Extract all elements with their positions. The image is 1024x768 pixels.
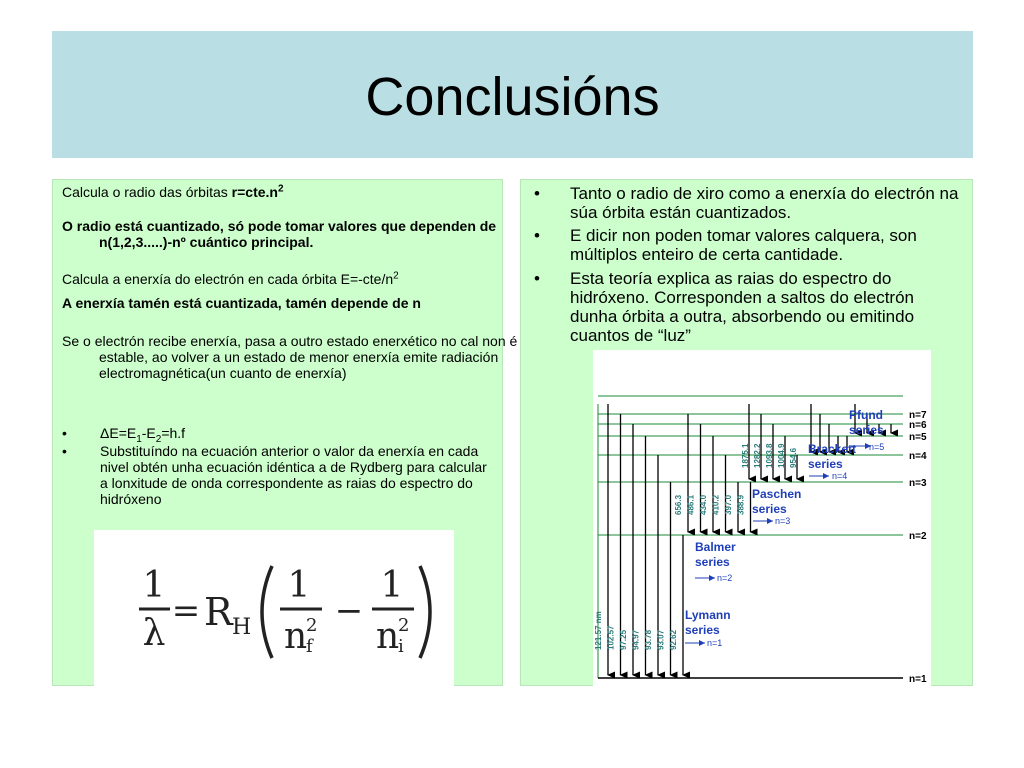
energy-exponent: 2 [393, 270, 399, 282]
lyman-label-1: Lymann [685, 608, 731, 622]
rydberg-paragraph: Substituíndo na ecuación anterior o valor da enerxía en cada nivel obtén unha ecuación idéntica a de Rydberg para calcular a lonxitude de onda correspondente as raias do espectro do hidróxeno [100, 443, 487, 507]
energy-level-svg [593, 350, 931, 686]
energy-level-label-2: n=2 [909, 531, 927, 542]
pfund-label-1: Pfund [849, 408, 883, 422]
term2-n: n [376, 616, 400, 657]
eq-part-b: -E [141, 425, 156, 441]
energy-level-label-7: n=7 [909, 410, 927, 421]
brackett-label-2: series [808, 457, 843, 471]
brackett-wavelength-label-3: 1093.8 [765, 443, 774, 468]
brackett-label-1: Brackett [808, 442, 857, 456]
energy-text: Calcula a enerxía do electrón en cada órbita E=-cte/n [62, 271, 394, 287]
energy-level-label-3: n=3 [909, 478, 927, 489]
left-parenthesis [262, 566, 272, 658]
energy-quantized-paragraph: A enerxía tamén está cuantizada, tamén depende de n [62, 295, 421, 311]
balmer-wavelength-label-1: 656.3 [674, 494, 683, 515]
balmer-wavelength-label-2: 486.1 [686, 494, 696, 515]
balmer-wavelength-label-4: 410.2 [711, 494, 721, 515]
rydberg-h-subscript: H [232, 615, 252, 640]
lyman-wavelength-label-6: 93.07 [656, 629, 666, 650]
balmer-label-1: Balmer [695, 540, 736, 554]
balmer-wavelength-label-6: 388.9 [736, 494, 746, 515]
minus-sign: − [334, 591, 364, 631]
term1-numerator: 1 [287, 565, 311, 606]
energy-level-label-5: n=5 [909, 432, 927, 443]
brackett-wavelength-label-4: 1004.9 [777, 443, 786, 468]
lyman-wavelength-label-2: 102.57 [606, 625, 616, 650]
bullet-1-marker: • [62, 425, 67, 441]
pfund-arrow-label: n=5 [869, 442, 885, 452]
term2-exponent: 2 [398, 615, 410, 636]
title-band [52, 31, 973, 158]
rydberg-r: R [204, 590, 233, 634]
right-parenthesis [420, 566, 430, 658]
eq-part-a: ΔE=E [100, 425, 137, 441]
delta-e-equation [100, 425, 495, 445]
energy-paragraph [62, 271, 494, 287]
bullet-2-marker: • [62, 443, 67, 459]
lyman-wavelength-label-5: 93.78 [644, 629, 653, 650]
right-bullet-1: Tanto o radio de xiro como a enerxía do electrón na súa órbita están cuantizados. [570, 184, 959, 222]
emission-paragraph: Se o electrón recibe enerxía, pasa a outro estado enerxético no cal non é estable, ao volver a un estado de menor enerxía emite radiación electromagnética(un cuanto de enerxía) [62, 333, 518, 381]
pfund-label-2: series [849, 423, 884, 437]
balmer-arrow-label: n=2 [717, 573, 733, 583]
brackett-wavelength-label-2: 1282.2 [753, 443, 762, 468]
rydberg-formula-image [94, 530, 454, 686]
right-bullet-3: Esta teoría explica as raias do espectro do hidróxeno. Corresponden a saltos do electrón dunha órbita a outra, absorbendo ou emitindo cuantos de “luz” [570, 269, 915, 345]
brackett-wavelength-label-5: 954.6 [789, 447, 798, 468]
slide-title: Conclusións [365, 67, 660, 127]
brackett-arrow-label: n=4 [832, 471, 848, 481]
rydberg-formula-svg [94, 530, 454, 686]
term1-exponent: 2 [306, 615, 318, 636]
balmer-wavelength-label-3: 434.0 [699, 494, 708, 515]
lhs-numerator: 1 [142, 565, 166, 606]
lyman-wavelength-label-1: 121.57 nm [594, 611, 603, 650]
hydrogen-spectrum-diagram [593, 350, 931, 686]
radius-formula: r=cte.n [231, 184, 278, 200]
radius-text: Calcula o radio das órbitas [62, 184, 232, 200]
paschen-label-1: Paschen [752, 487, 802, 501]
equals-sign: = [171, 591, 201, 631]
lyman-wavelength-label-7: 92.62 [669, 629, 678, 650]
balmer-wavelength-label-5: 397.0 [724, 494, 733, 515]
lyman-arrow-label: n=1 [707, 638, 723, 648]
right-bullet-3-marker: • [534, 269, 540, 288]
term2-numerator: 1 [380, 565, 404, 606]
term1-f-subscript: f [306, 636, 313, 657]
paschen-label-2: series [752, 502, 787, 516]
eq-part-c: =h.f [161, 425, 186, 441]
lyman-wavelength-label-3: 97.25 [619, 629, 628, 650]
lyman-wavelength-label-4: 94.97 [631, 629, 641, 650]
paschen-arrow-label: n=3 [775, 516, 791, 526]
brackett-wavelength-label-1: 1875.1 [741, 443, 750, 468]
eq-sub-1: 1 [136, 433, 142, 445]
energy-level-label-1: n=1 [909, 674, 927, 685]
right-bullet-1-marker: • [534, 184, 540, 203]
energy-level-label-6: n=6 [909, 420, 927, 431]
energy-level-label-4: n=4 [909, 451, 927, 462]
balmer-label-2: series [695, 555, 730, 569]
radius-quantized-paragraph: O radio está cuantizado, só pode tomar valores que dependen de n(1,2,3.....)-nº cuántico principal. [62, 218, 497, 250]
radius-exponent: 2 [277, 183, 284, 195]
eq-sub-2: 2 [155, 433, 162, 445]
right-bullet-2-marker: • [534, 226, 540, 245]
right-bullet-2: E dicir non poden tomar valores calquera, son múltiplos enteiro de certa cantidade. [570, 226, 917, 264]
lhs-lambda: λ [142, 613, 166, 654]
lyman-label-2: series [685, 623, 720, 637]
term2-i-subscript: i [398, 636, 404, 657]
term1-n: n [284, 616, 308, 657]
radius-paragraph [62, 184, 494, 200]
